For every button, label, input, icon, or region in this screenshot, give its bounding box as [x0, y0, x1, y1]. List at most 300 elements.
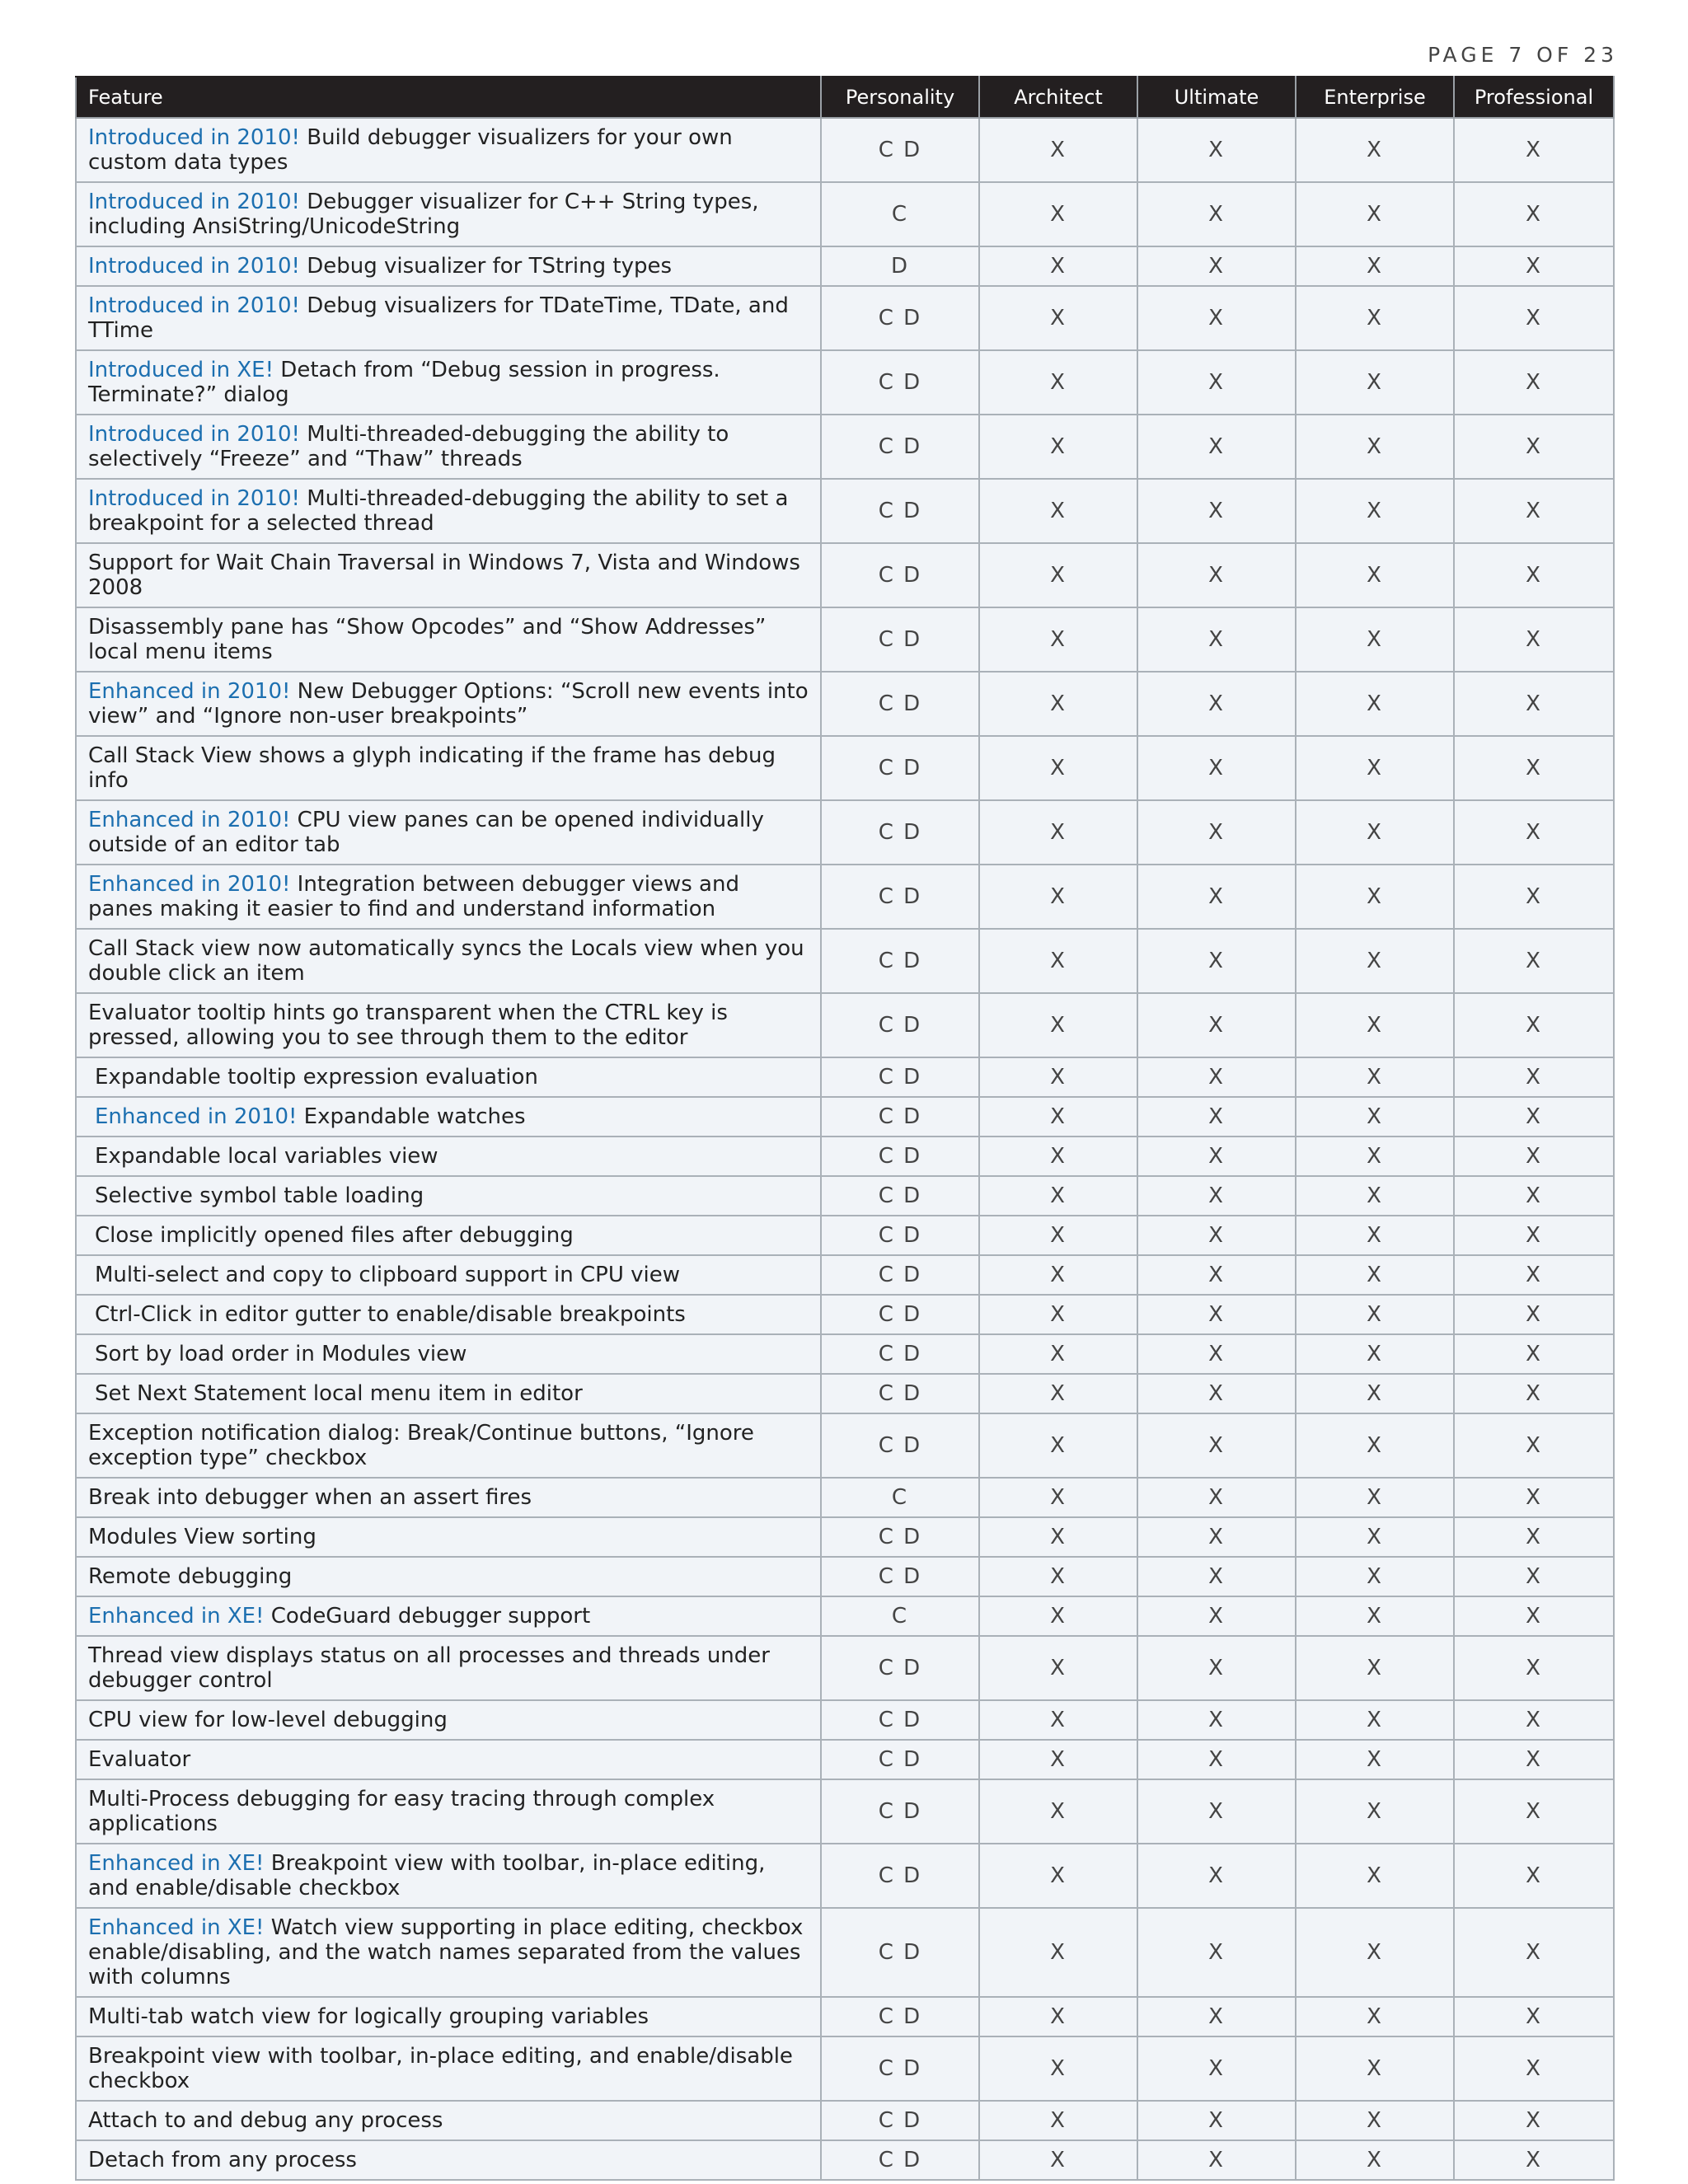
architect-cell: X: [979, 2101, 1137, 2140]
feature-highlight-label: Enhanced in 2010!: [88, 872, 291, 897]
personality-cell: C: [821, 182, 979, 246]
professional-cell: X: [1454, 1216, 1614, 1255]
professional-cell: X: [1454, 1779, 1614, 1844]
enterprise-cell: X: [1296, 929, 1454, 993]
table-row: [76, 479, 1614, 543]
personality-cell: C D: [821, 607, 979, 672]
personality-cell: C D: [821, 1997, 979, 2036]
ultimate-cell: X: [1137, 929, 1296, 993]
enterprise-cell: X: [1296, 672, 1454, 736]
ultimate-cell: X: [1137, 2036, 1296, 2101]
feature-matrix-table: [75, 76, 1615, 2181]
table-row: [76, 672, 1614, 736]
feature-description: Multi-threaded-debugging the ability to set a breakpoint for a selected thread: [88, 486, 789, 536]
feature-description: Breakpoint view with toolbar, in-place editing, and enable/disable checkbox: [88, 1851, 766, 1900]
professional-cell: X: [1454, 929, 1614, 993]
architect-cell: X: [979, 1295, 1137, 1334]
enterprise-cell: X: [1296, 286, 1454, 350]
personality-cell: C D: [821, 1334, 979, 1374]
feature-cell: [76, 1255, 821, 1295]
table-row: [76, 1908, 1614, 1997]
feature-description: Call Stack View shows a glyph indicating if the frame has debug info: [88, 743, 776, 793]
feature-cell: [76, 1097, 821, 1137]
enterprise-cell: X: [1296, 2140, 1454, 2180]
feature-description: Debug visualizer for TString types: [299, 254, 672, 279]
enterprise-cell: X: [1296, 1216, 1454, 1255]
architect-cell: X: [979, 479, 1137, 543]
feature-highlight-label: Enhanced in XE!: [88, 1604, 265, 1629]
table-row: [76, 1334, 1614, 1374]
ultimate-cell: X: [1137, 1844, 1296, 1908]
ultimate-cell: X: [1137, 1137, 1296, 1176]
ultimate-cell: X: [1137, 1097, 1296, 1137]
architect-cell: X: [979, 800, 1137, 865]
feature-cell: [76, 415, 821, 479]
feature-cell: [76, 1374, 821, 1413]
personality-cell: C D: [821, 1057, 979, 1097]
feature-cell: [76, 1137, 821, 1176]
feature-highlight-label: Enhanced in XE!: [88, 1851, 265, 1876]
personality-cell: C D: [821, 865, 979, 929]
enterprise-cell: X: [1296, 1844, 1454, 1908]
table-body: [76, 118, 1614, 2180]
personality-cell: C D: [821, 1374, 979, 1413]
enterprise-cell: X: [1296, 479, 1454, 543]
table-row: [76, 1596, 1614, 1636]
ultimate-cell: X: [1137, 1908, 1296, 1997]
professional-cell: X: [1454, 1137, 1614, 1176]
personality-cell: C D: [821, 415, 979, 479]
ultimate-cell: X: [1137, 1334, 1296, 1374]
ultimate-cell: X: [1137, 1413, 1296, 1478]
feature-description: Disassembly pane has “Show Opcodes” and “Show Addresses” local menu items: [88, 615, 767, 664]
ultimate-cell: X: [1137, 1057, 1296, 1097]
ultimate-cell: X: [1137, 1176, 1296, 1216]
ultimate-cell: X: [1137, 350, 1296, 415]
professional-cell: X: [1454, 2101, 1614, 2140]
feature-description: Build debugger visualizers for your own custom data types: [88, 125, 733, 175]
personality-cell: C D: [821, 479, 979, 543]
professional-cell: X: [1454, 736, 1614, 800]
architect-cell: X: [979, 1255, 1137, 1295]
ultimate-cell: X: [1137, 415, 1296, 479]
professional-cell: X: [1454, 1596, 1614, 1636]
feature-highlight-label: Introduced in 2010!: [88, 486, 300, 511]
personality-cell: C D: [821, 672, 979, 736]
professional-cell: X: [1454, 1057, 1614, 1097]
professional-cell: X: [1454, 479, 1614, 543]
feature-cell: [76, 1057, 821, 1097]
table-row: [76, 607, 1614, 672]
architect-cell: X: [979, 1779, 1137, 1844]
architect-cell: X: [979, 1334, 1137, 1374]
enterprise-cell: X: [1296, 182, 1454, 246]
personality-cell: C D: [821, 1636, 979, 1700]
page-number: PAGE 7 OF 23: [1428, 43, 1618, 67]
feature-cell: [76, 1908, 821, 1997]
feature-cell: [76, 2140, 821, 2180]
table-row: [76, 2101, 1614, 2140]
table-row: [76, 2036, 1614, 2101]
feature-description: Debugger visualizer for C++ String types, including AnsiString/UnicodeString: [88, 190, 759, 239]
feature-cell: [76, 1478, 821, 1517]
feature-description: Selective symbol table loading: [95, 1183, 424, 1208]
professional-cell: X: [1454, 118, 1614, 182]
architect-cell: X: [979, 182, 1137, 246]
feature-cell: [76, 2101, 821, 2140]
ultimate-cell: X: [1137, 118, 1296, 182]
feature-description: Expandable watches: [297, 1104, 526, 1129]
feature-cell: [76, 1413, 821, 1478]
table-row: [76, 1557, 1614, 1596]
table-row: [76, 182, 1614, 246]
feature-cell: [76, 1517, 821, 1557]
table-row: [76, 1779, 1614, 1844]
personality-cell: C D: [821, 1413, 979, 1478]
professional-cell: X: [1454, 1636, 1614, 1700]
feature-highlight-label: Introduced in XE!: [88, 358, 274, 382]
column-header-feature: Feature: [76, 77, 821, 118]
enterprise-cell: X: [1296, 1997, 1454, 2036]
enterprise-cell: X: [1296, 2036, 1454, 2101]
feature-cell: [76, 607, 821, 672]
professional-cell: X: [1454, 672, 1614, 736]
feature-description: Expandable local variables view: [95, 1144, 438, 1169]
ultimate-cell: X: [1137, 607, 1296, 672]
enterprise-cell: X: [1296, 246, 1454, 286]
enterprise-cell: X: [1296, 1374, 1454, 1413]
feature-highlight-label: Enhanced in 2010!: [95, 1104, 298, 1129]
ultimate-cell: X: [1137, 286, 1296, 350]
table-row: [76, 993, 1614, 1057]
enterprise-cell: X: [1296, 1779, 1454, 1844]
feature-description: Evaluator: [88, 1747, 191, 1772]
table-row: [76, 1517, 1614, 1557]
column-header-personality: Personality: [821, 77, 979, 118]
feature-description: Debug visualizers for TDateTime, TDate, and TTime: [88, 293, 789, 343]
ultimate-cell: X: [1137, 246, 1296, 286]
personality-cell: C D: [821, 736, 979, 800]
professional-cell: X: [1454, 1413, 1614, 1478]
professional-cell: X: [1454, 1700, 1614, 1740]
architect-cell: X: [979, 1413, 1137, 1478]
professional-cell: X: [1454, 2140, 1614, 2180]
architect-cell: X: [979, 607, 1137, 672]
professional-cell: X: [1454, 1908, 1614, 1997]
feature-description: Break into debugger when an assert fires: [88, 1485, 532, 1510]
enterprise-cell: X: [1296, 1478, 1454, 1517]
personality-cell: C D: [821, 993, 979, 1057]
feature-cell: [76, 1997, 821, 2036]
feature-description: Thread view displays status on all processes and threads under debugger control: [88, 1643, 770, 1693]
feature-description: Multi-threaded-debugging the ability to selectively “Freeze” and “Thaw” threads: [88, 422, 729, 471]
feature-cell: [76, 865, 821, 929]
enterprise-cell: X: [1296, 1137, 1454, 1176]
feature-cell: [76, 2036, 821, 2101]
table-row: [76, 865, 1614, 929]
feature-cell: [76, 286, 821, 350]
professional-cell: X: [1454, 865, 1614, 929]
professional-cell: X: [1454, 1517, 1614, 1557]
ultimate-cell: X: [1137, 182, 1296, 246]
feature-description: Breakpoint view with toolbar, in-place editing, and enable/disable checkbox: [88, 2044, 793, 2093]
professional-cell: X: [1454, 1097, 1614, 1137]
professional-cell: X: [1454, 246, 1614, 286]
table-row: [76, 929, 1614, 993]
column-header-enterprise: Enterprise: [1296, 77, 1454, 118]
ultimate-cell: X: [1137, 1700, 1296, 1740]
enterprise-cell: X: [1296, 2101, 1454, 2140]
feature-highlight-label: Introduced in 2010!: [88, 422, 300, 447]
table-row: [76, 286, 1614, 350]
architect-cell: X: [979, 1740, 1137, 1779]
ultimate-cell: X: [1137, 2140, 1296, 2180]
enterprise-cell: X: [1296, 607, 1454, 672]
enterprise-cell: X: [1296, 1740, 1454, 1779]
column-header-professional: Professional: [1454, 77, 1614, 118]
feature-cell: [76, 1216, 821, 1255]
feature-description: Set Next Statement local menu item in editor: [95, 1381, 583, 1406]
feature-description: Close implicitly opened files after debugging: [95, 1223, 574, 1248]
enterprise-cell: X: [1296, 1596, 1454, 1636]
table-row: [76, 1740, 1614, 1779]
enterprise-cell: X: [1296, 1636, 1454, 1700]
ultimate-cell: X: [1137, 672, 1296, 736]
professional-cell: X: [1454, 543, 1614, 607]
feature-description: Expandable tooltip expression evaluation: [95, 1065, 538, 1090]
feature-cell: [76, 1740, 821, 1779]
architect-cell: X: [979, 736, 1137, 800]
professional-cell: X: [1454, 1740, 1614, 1779]
table-row: [76, 1295, 1614, 1334]
feature-cell: [76, 118, 821, 182]
feature-cell: [76, 1779, 821, 1844]
enterprise-cell: X: [1296, 1700, 1454, 1740]
personality-cell: C D: [821, 1176, 979, 1216]
feature-description: Integration between debugger views and panes making it easier to find and understand information: [88, 872, 739, 921]
feature-description: Call Stack view now automatically syncs the Locals view when you double click an item: [88, 936, 804, 986]
personality-cell: C D: [821, 1517, 979, 1557]
ultimate-cell: X: [1137, 1478, 1296, 1517]
feature-cell: [76, 350, 821, 415]
ultimate-cell: X: [1137, 736, 1296, 800]
table-header-row: [76, 77, 1614, 118]
professional-cell: X: [1454, 607, 1614, 672]
enterprise-cell: X: [1296, 1057, 1454, 1097]
architect-cell: X: [979, 1137, 1137, 1176]
enterprise-cell: X: [1296, 1255, 1454, 1295]
personality-cell: C D: [821, 543, 979, 607]
architect-cell: X: [979, 1636, 1137, 1700]
table-row: [76, 118, 1614, 182]
personality-cell: C D: [821, 1844, 979, 1908]
feature-description: Ctrl-Click in editor gutter to enable/disable breakpoints: [95, 1302, 686, 1327]
professional-cell: X: [1454, 1334, 1614, 1374]
table-row: [76, 1097, 1614, 1137]
ultimate-cell: X: [1137, 1740, 1296, 1779]
table-row: [76, 1176, 1614, 1216]
table-row: [76, 800, 1614, 865]
personality-cell: C D: [821, 286, 979, 350]
professional-cell: X: [1454, 1295, 1614, 1334]
ultimate-cell: X: [1137, 1636, 1296, 1700]
architect-cell: X: [979, 1557, 1137, 1596]
ultimate-cell: X: [1137, 800, 1296, 865]
feature-cell: [76, 246, 821, 286]
feature-description: Support for Wait Chain Traversal in Windows 7, Vista and Windows 2008: [88, 551, 800, 600]
table-row: [76, 1700, 1614, 1740]
ultimate-cell: X: [1137, 993, 1296, 1057]
professional-cell: X: [1454, 1557, 1614, 1596]
personality-cell: C D: [821, 929, 979, 993]
ultimate-cell: X: [1137, 1596, 1296, 1636]
table-row: [76, 1636, 1614, 1700]
table-row: [76, 1413, 1614, 1478]
professional-cell: X: [1454, 1478, 1614, 1517]
feature-cell: [76, 1844, 821, 1908]
ultimate-cell: X: [1137, 1374, 1296, 1413]
enterprise-cell: X: [1296, 1097, 1454, 1137]
table-row: [76, 1255, 1614, 1295]
column-header-architect: Architect: [979, 77, 1137, 118]
enterprise-cell: X: [1296, 543, 1454, 607]
feature-cell: [76, 993, 821, 1057]
personality-cell: C D: [821, 118, 979, 182]
table-row: [76, 1057, 1614, 1097]
architect-cell: X: [979, 672, 1137, 736]
professional-cell: X: [1454, 1255, 1614, 1295]
architect-cell: X: [979, 1844, 1137, 1908]
architect-cell: X: [979, 1700, 1137, 1740]
column-header-ultimate: Ultimate: [1137, 77, 1296, 118]
professional-cell: X: [1454, 1997, 1614, 2036]
architect-cell: X: [979, 2036, 1137, 2101]
personality-cell: C D: [821, 1097, 979, 1137]
architect-cell: X: [979, 1997, 1137, 2036]
enterprise-cell: X: [1296, 118, 1454, 182]
architect-cell: X: [979, 1908, 1137, 1997]
feature-cell: [76, 182, 821, 246]
architect-cell: X: [979, 1176, 1137, 1216]
architect-cell: X: [979, 1374, 1137, 1413]
personality-cell: C D: [821, 1137, 979, 1176]
architect-cell: X: [979, 2140, 1137, 2180]
personality-cell: C D: [821, 1255, 979, 1295]
professional-cell: X: [1454, 1176, 1614, 1216]
feature-description: Modules View sorting: [88, 1525, 316, 1549]
feature-highlight-label: Introduced in 2010!: [88, 293, 300, 318]
feature-cell: [76, 1295, 821, 1334]
feature-description: Multi-tab watch view for logically grouping variables: [88, 2004, 649, 2029]
ultimate-cell: X: [1137, 1779, 1296, 1844]
architect-cell: X: [979, 118, 1137, 182]
professional-cell: X: [1454, 993, 1614, 1057]
architect-cell: X: [979, 865, 1137, 929]
personality-cell: D: [821, 246, 979, 286]
professional-cell: X: [1454, 800, 1614, 865]
personality-cell: C D: [821, 1557, 979, 1596]
enterprise-cell: X: [1296, 415, 1454, 479]
enterprise-cell: X: [1296, 350, 1454, 415]
ultimate-cell: X: [1137, 1517, 1296, 1557]
ultimate-cell: X: [1137, 1557, 1296, 1596]
architect-cell: X: [979, 350, 1137, 415]
feature-description: Multi-select and copy to clipboard support in CPU view: [95, 1263, 680, 1287]
table-row: [76, 1137, 1614, 1176]
professional-cell: X: [1454, 415, 1614, 479]
architect-cell: X: [979, 1097, 1137, 1137]
ultimate-cell: X: [1137, 479, 1296, 543]
feature-highlight-label: Enhanced in XE!: [88, 1915, 265, 1940]
table-row: [76, 543, 1614, 607]
feature-description: Exception notification dialog: Break/Continue buttons, “Ignore exception type” checkbox: [88, 1421, 754, 1470]
architect-cell: X: [979, 1057, 1137, 1097]
feature-description: Sort by load order in Modules view: [95, 1342, 467, 1366]
table-row: [76, 415, 1614, 479]
feature-description: Evaluator tooltip hints go transparent when the CTRL key is pressed, allowing you to see through them to the editor: [88, 1001, 728, 1050]
feature-description: CPU view panes can be opened individually outside of an editor tab: [88, 808, 764, 857]
personality-cell: C D: [821, 1908, 979, 1997]
personality-cell: C D: [821, 1740, 979, 1779]
architect-cell: X: [979, 1596, 1137, 1636]
enterprise-cell: X: [1296, 1295, 1454, 1334]
personality-cell: C: [821, 1478, 979, 1517]
feature-description: New Debugger Options: “Scroll new events into view” and “Ignore non-user breakpoints”: [88, 679, 809, 729]
feature-description: Detach from “Debug session in progress. Terminate?” dialog: [88, 358, 720, 407]
feature-description: Watch view supporting in place editing, checkbox enable/disabling, and the watch names separated from the values with columns: [88, 1915, 804, 1990]
enterprise-cell: X: [1296, 1413, 1454, 1478]
feature-cell: [76, 736, 821, 800]
architect-cell: X: [979, 929, 1137, 993]
ultimate-cell: X: [1137, 1255, 1296, 1295]
professional-cell: X: [1454, 2036, 1614, 2101]
professional-cell: X: [1454, 1374, 1614, 1413]
ultimate-cell: X: [1137, 1295, 1296, 1334]
feature-cell: [76, 1334, 821, 1374]
enterprise-cell: X: [1296, 1334, 1454, 1374]
enterprise-cell: X: [1296, 800, 1454, 865]
enterprise-cell: X: [1296, 1517, 1454, 1557]
feature-cell: [76, 543, 821, 607]
feature-cell: [76, 929, 821, 993]
feature-description: CodeGuard debugger support: [264, 1604, 591, 1629]
feature-cell: [76, 1596, 821, 1636]
feature-description: Detach from any process: [88, 2148, 357, 2172]
ultimate-cell: X: [1137, 1216, 1296, 1255]
enterprise-cell: X: [1296, 1176, 1454, 1216]
architect-cell: X: [979, 415, 1137, 479]
personality-cell: C D: [821, 1779, 979, 1844]
feature-highlight-label: Enhanced in 2010!: [88, 808, 291, 832]
feature-cell: [76, 672, 821, 736]
enterprise-cell: X: [1296, 865, 1454, 929]
ultimate-cell: X: [1137, 543, 1296, 607]
feature-description: Remote debugging: [88, 1564, 293, 1589]
architect-cell: X: [979, 1216, 1137, 1255]
feature-cell: [76, 1700, 821, 1740]
feature-description: CPU view for low-level debugging: [88, 1708, 448, 1732]
feature-cell: [76, 1557, 821, 1596]
personality-cell: C D: [821, 2140, 979, 2180]
feature-cell: [76, 1636, 821, 1700]
professional-cell: X: [1454, 350, 1614, 415]
ultimate-cell: X: [1137, 1997, 1296, 2036]
table-row: [76, 1374, 1614, 1413]
architect-cell: X: [979, 1478, 1137, 1517]
enterprise-cell: X: [1296, 993, 1454, 1057]
architect-cell: X: [979, 246, 1137, 286]
feature-highlight-label: Introduced in 2010!: [88, 125, 300, 150]
